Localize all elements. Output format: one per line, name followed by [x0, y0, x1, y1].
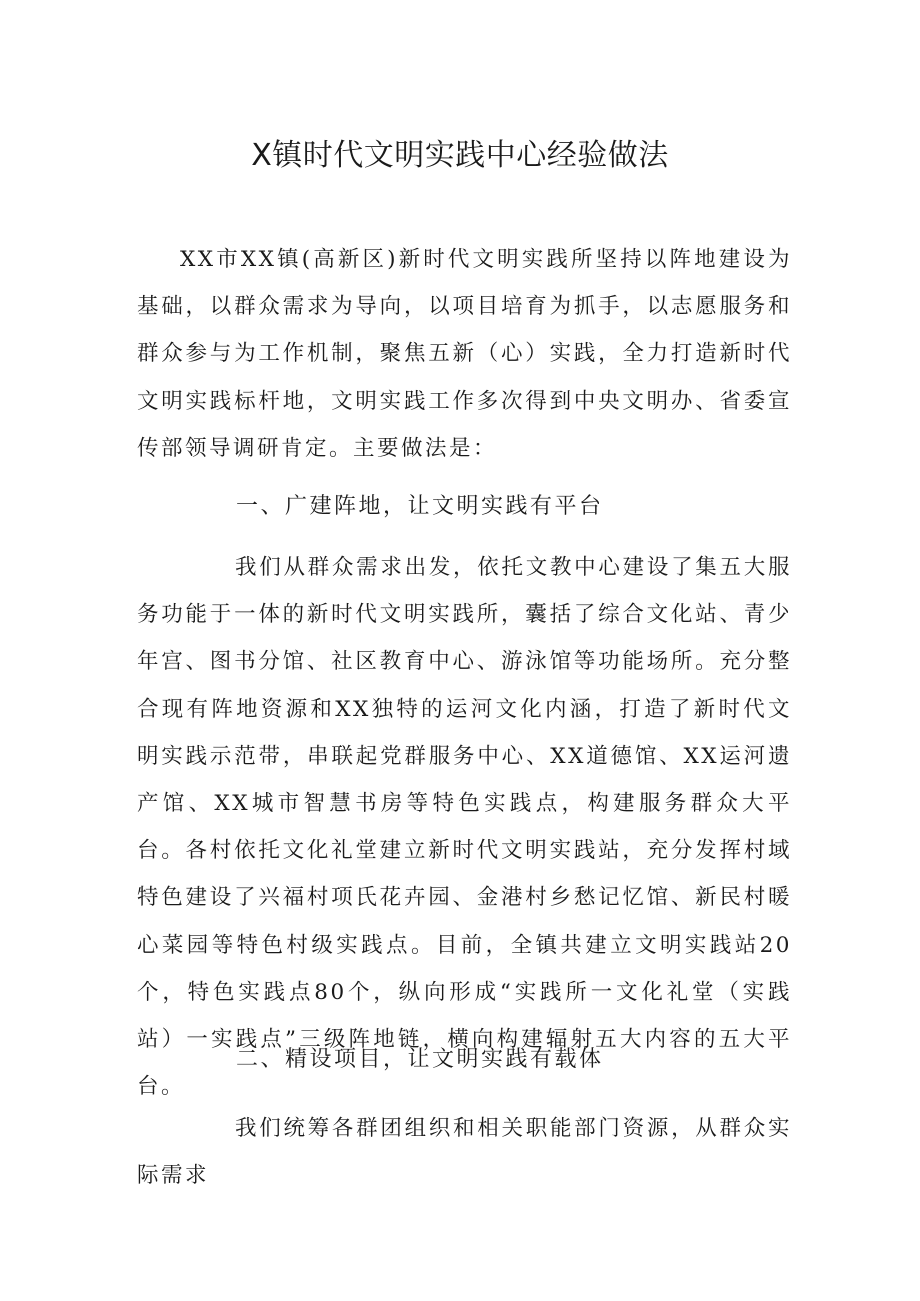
document-title: X镇时代文明实践中心经验做法 [251, 138, 669, 173]
section-heading-2: 二、精设项目，让文明实践有载体 [236, 1047, 604, 1072]
section-body-2: 我们统筹各群团组织和相关职能部门资源，从群众实际需求 [137, 1116, 792, 1189]
intro-paragraph: XX市XX镇(高新区)新时代文明实践所坚持以阵地建设为基础，以群众需求为导向，以项目培育为抓手，以志愿服务和群众参与为工作机制，聚焦五新（心）实践，全力打造新时代文明实践标杆地，文明实践工作多次得到中央文明办、省委宣传部领导调研肯定。主要做法是： [137, 247, 792, 461]
section-heading-1: 一、广建阵地，让文明实践有平台 [236, 494, 604, 519]
section-body-1: 我们从群众需求出发，依托文教中心建设了集五大服务功能于一体的新时代文明实践所，囊括了综合文化站、青少年宫、图书分馆、社区教育中心、游泳馆等功能场所。充分整合现有阵地资源和XX独特的运河文化内涵，打造了新时代文明实践示范带，串联起党群服务中心、XX道德馆、XX运河遗产馆、XX城市智慧书房等特色实践点，构建服务群众大平台。各村依托文化礼堂建立新时代文明实践站，充分发挥村域特色建设了兴福村项氏花卉园、金港村乡愁记忆馆、新民村暖心菜园等特色村级实践点。目前，全镇共建立文明实践站20个，特色实践点80个，纵向形成“实践所一文化礼堂（实践站）一实践点”三级阵地链，横向构建辐射五大内容的五大平台。 [137, 555, 792, 1100]
